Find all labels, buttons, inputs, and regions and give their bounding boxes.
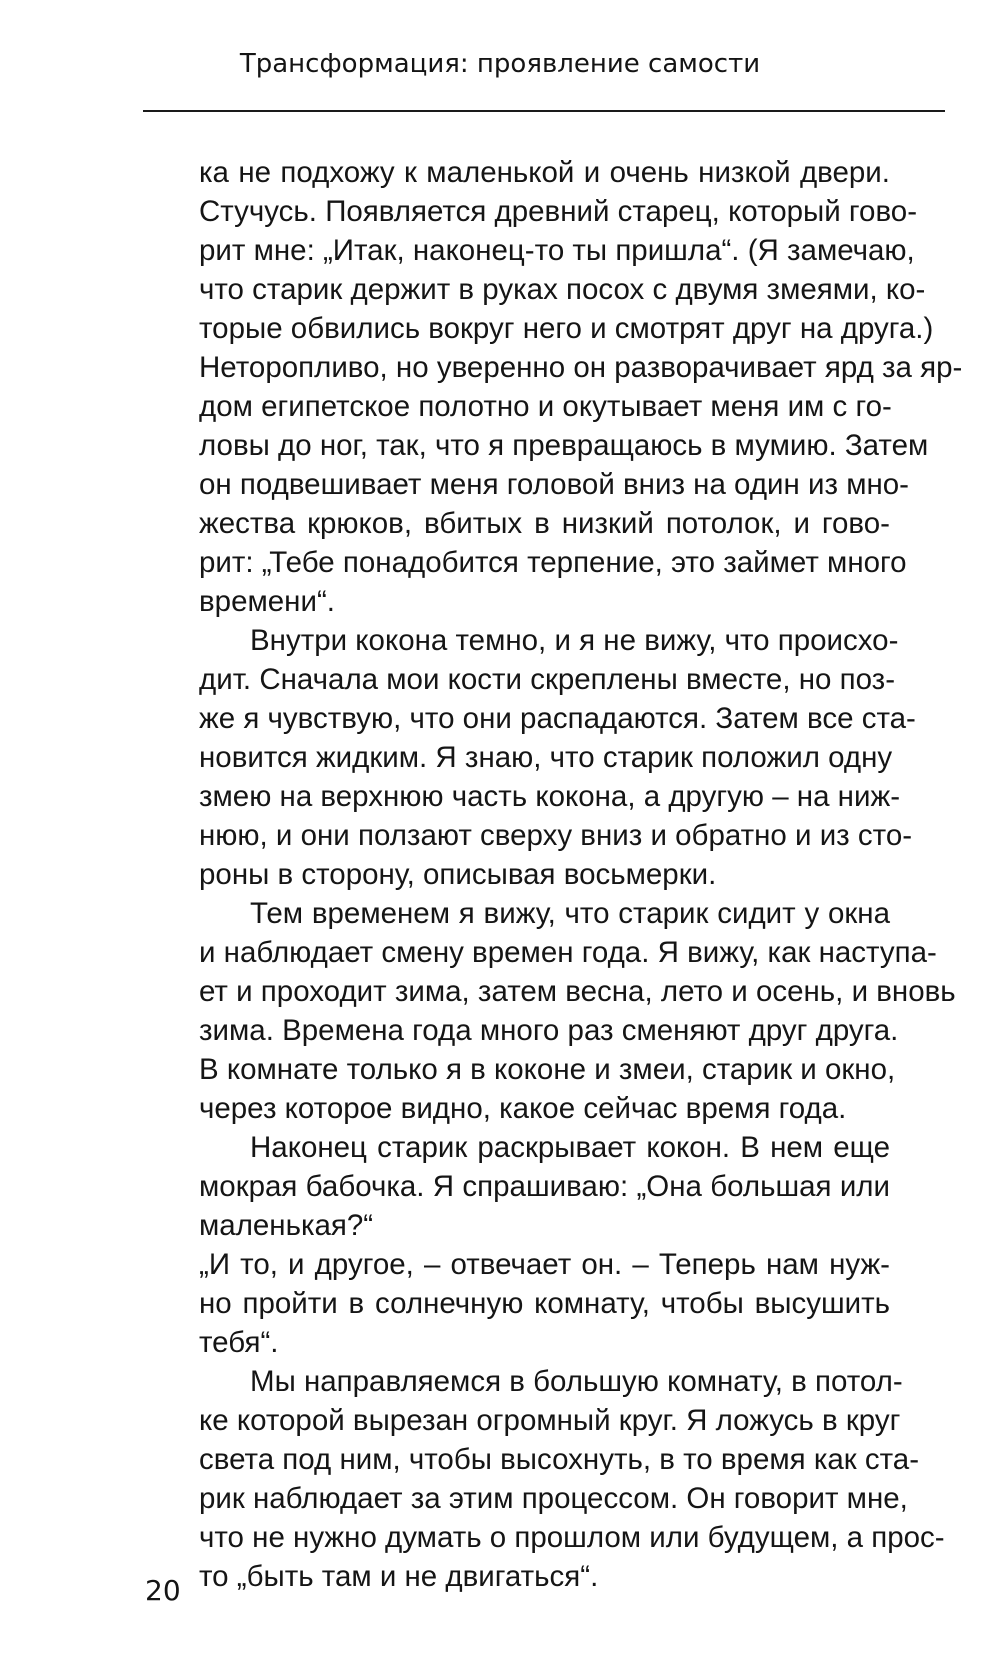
text-line: и наблюдает смену времен года. Я вижу, как наступа- — [199, 936, 937, 969]
text-line: нюю, и они ползают сверху вниз и обратно и из сто- — [199, 819, 913, 852]
text-line: змею на верхнюю часть кокона, а другую – на ниж- — [199, 780, 901, 813]
text-line: зима. Времена года много раз сменяют друг друга. — [199, 1014, 899, 1047]
text-line: ка не подхожу к маленькой и очень низкой двери. — [199, 156, 890, 189]
running-head: Трансформация: проявление самости — [239, 49, 761, 79]
text-line: рит: „Тебе понадобится терпение, это займет много — [199, 546, 907, 579]
text-line: Наконец старик раскрывает кокон. В нем еще — [250, 1131, 890, 1164]
text-line: он подвешивает меня головой вниз на один из мно- — [199, 468, 910, 501]
text-line: что не нужно думать о прошлом или будущем, а прос- — [199, 1521, 945, 1554]
text-line: то „быть там и не двигаться“. — [199, 1560, 599, 1593]
text-line: но пройти в солнечную комнату, чтобы высушить — [199, 1287, 890, 1320]
text-line: Мы направляемся в большую комнату, в потол- — [250, 1365, 903, 1398]
text-line: через которое видно, какое сейчас время года. — [199, 1092, 847, 1125]
text-line: времени“. — [199, 585, 335, 618]
text-line: Неторопливо, но уверенно он разворачивает ярд за яр- — [199, 351, 963, 384]
text-line: Стучусь. Появляется древний старец, который гово- — [199, 195, 918, 228]
text-line: роны в сторону, описывая восьмерки. — [199, 858, 717, 891]
text-line: маленькая?“ — [199, 1209, 374, 1242]
text-line: новится жидким. Я знаю, что старик положил одну — [199, 741, 893, 774]
text-line: торые обвились вокруг него и смотрят друг на друга.) — [199, 312, 934, 345]
text-line: что старик держит в руках посох с двумя змеями, ко- — [199, 273, 926, 306]
text-line: мокрая бабочка. Я спрашиваю: „Она большая или — [199, 1170, 890, 1203]
text-line: ловы до ног, так, что я превращаюсь в мумию. Затем — [199, 429, 929, 462]
text-line: рит мне: „Итак, наконец-то ты пришла“. (Я замечаю, — [199, 234, 915, 267]
text-line: дом египетское полотно и окутывает меня им с го- — [199, 390, 892, 423]
page-number: 20 — [145, 1574, 181, 1607]
text-line: Внутри кокона темно, и я не вижу, что происхо- — [250, 624, 899, 657]
header-rule — [143, 110, 945, 112]
text-line: Тем временем я вижу, что старик сидит у окна — [250, 897, 890, 930]
text-line: „И то, и другое, – отвечает он. – Теперь нам нуж- — [199, 1248, 890, 1281]
text-line: ет и проходит зима, затем весна, лето и осень, и вновь — [199, 975, 956, 1008]
text-line: рик наблюдает за этим процессом. Он говорит мне, — [199, 1482, 908, 1515]
text-line: дит. Сначала мои кости скреплены вместе, но поз- — [199, 663, 896, 696]
text-line: же я чувствую, что они распадаются. Затем все ста- — [199, 702, 916, 735]
body-text — [199, 153, 963, 1596]
text-line: ке которой вырезан огромный круг. Я ложусь в круг — [199, 1404, 901, 1437]
text-line: света под ним, чтобы высохнуть, в то время как ста- — [199, 1443, 920, 1476]
text-line: жества крюков, вбитых в низкий потолок, и гово- — [199, 507, 890, 540]
text-line: В комнате только я в коконе и змеи, старик и окно, — [199, 1053, 896, 1086]
text-line: тебя“. — [199, 1326, 279, 1359]
